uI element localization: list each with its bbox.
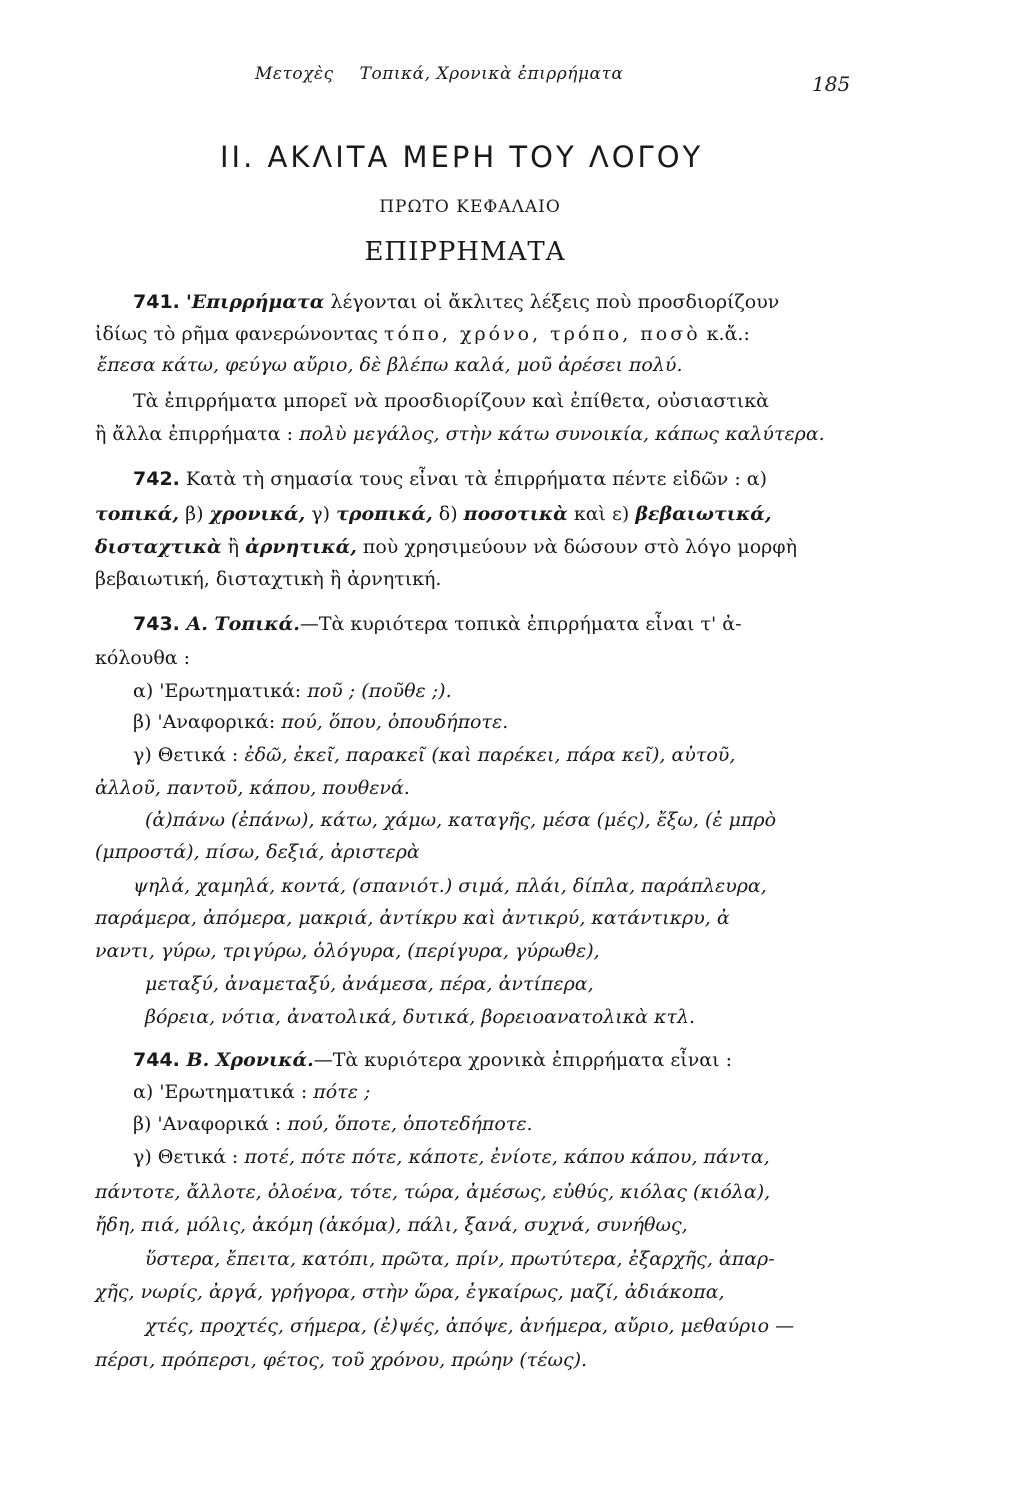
para-743-line-c6: παράμερα, ἀπόμερα, μακριά, ἀντίκρυ καὶ ἀντικρύ, κατάντικρυ, ἀ	[95, 907, 730, 929]
para-743-line-1: 743. Α. Τοπικά.—Τὰ κυριότερα τοπικὰ ἐπιρρήματα εἶναι τ' ἀ-	[133, 613, 742, 635]
para-741-line-2: ἰδίως τὸ ρῆμα φανερώνοντας τόπο, χρόνο, τρόπο, ποσὸ κ.ἄ.:	[95, 323, 750, 345]
running-head-right: Τοπικά, Χρονικὰ ἐπιρρήματα	[359, 64, 624, 84]
para-743-line-c9: βόρεια, νότια, ἀνατολικά, δυτικά, βορειοανατολικὰ κτλ.	[145, 1006, 696, 1028]
para-744-line-c3: ἤδη, πιά, μόλις, ἀκόμη (ἀκόμα), πάλι, ξανά, συχνά, συνήθως,	[95, 1214, 688, 1236]
para-743-line-c3: (ἀ)πάνω (ἐπάνω), κάτω, χάμω, καταγῆς, μέσα (μές), ἔξω, (ἐ μπρὸ	[145, 809, 777, 831]
para-743-item-b: β) 'Αναφορικά: πού, ὅπου, ὁπουδήποτε.	[133, 711, 509, 733]
para-741-line-3: ἔπεσα κάτω, φεύγω αὔριο, δὲ βλέπω καλά, μοῦ ἀρέσει πολύ.	[97, 354, 683, 376]
para-744-item-a: α) 'Ερωτηματικά : πότε ;	[133, 1081, 371, 1103]
running-head	[255, 64, 623, 84]
para-744-line-c7: πέρσι, πρόπερσι, φέτος, τοῦ χρόνου, πρώην (τέως).	[95, 1349, 588, 1371]
section-title: ΕΠΙΡΡΗΜΑΤΑ	[364, 237, 566, 267]
para-742-line-4: βεβαιωτική, δισταχτικὴ ἢ ἀρνητική.	[95, 568, 442, 590]
para-742-line-3: δισταχτικὰ ἢ ἀρνητικά, ποὺ χρησιμεύουν νὰ δώσουν στὸ λόγο μορφὴ	[95, 536, 797, 558]
running-head-left: Μετοχὲς	[255, 64, 334, 84]
para-744-line-c4: ὕστερα, ἔπειτα, κατόπι, πρῶτα, πρίν, πρωτύτερα, ἐξαρχῆς, ἀπαρ-	[145, 1248, 775, 1270]
chapter-title: ΠΡΩΤΟ ΚΕΦΑΛΑΙΟ	[379, 197, 561, 217]
para-741-line-1: 741. 'Επιρρήματα λέγονται οἱ ἄκλιτες λέξεις ποὺ προσδιορίζουν	[133, 291, 780, 313]
para-744-item-c: γ) Θετικά : ποτέ, πότε πότε, κάποτε, ἐνίοτε, κάπου κάπου, πάντα,	[133, 1146, 770, 1168]
para-742-line-1: 742. Κατὰ τὴ σημασία τους εἶναι τὰ ἐπιρρήματα πέντε εἰδῶν : α)	[133, 468, 768, 490]
para-741-line-4: Τὰ ἐπιρρήματα μπορεῖ νὰ προσδιορίζουν καὶ ἐπίθετα, οὐσιαστικὰ	[133, 390, 769, 412]
para-743-item-c: γ) Θετικά : ἐδῶ, ἐκεῖ, παρακεῖ (καὶ παρέκει, πάρα κεῖ), αὐτοῦ,	[133, 744, 736, 766]
para-743-line-2: κόλουθα :	[95, 647, 191, 669]
para-742-line-2: τοπικά, β) χρονικά, γ) τροπικά, δ) ποσοτικὰ καὶ ε) βεβαιωτικά,	[95, 503, 772, 525]
para-744-line-1: 744. Β. Χρονικά.—Τὰ κυριότερα χρονικὰ ἐπιρρήματα εἶναι :	[133, 1049, 732, 1071]
para-744-line-c6: χτές, προχτές, σήμερα, (ἐ)ψές, ἀπόψε, ἀνήμερα, αὔριο, μεθαύριο —	[145, 1315, 795, 1337]
para-741-line-5: ἢ ἄλλα ἐπιρρήματα : πολὺ μεγάλος, στὴν κάτω συνοικία, κάπως καλύτερα.	[95, 423, 825, 445]
para-744-item-b: β) 'Αναφορικά : πού, ὅποτε, ὁποτεδήποτε.	[133, 1113, 533, 1135]
para-743-line-c5: ψηλά, χαμηλά, κοντά, (σπανιότ.) σιμά, πλάι, δίπλα, παράπλευρα,	[133, 875, 767, 897]
page-number: 185	[812, 72, 851, 96]
part-title: ΙΙ. ΑΚΛΙΤΑ ΜΕΡΗ ΤΟΥ ΛΟΓΟΥ	[220, 140, 704, 174]
para-744-line-c2: πάντοτε, ἄλλοτε, ὁλοένα, τότε, τώρα, ἀμέσως, εὐθύς, κιόλας (κιόλα),	[95, 1181, 771, 1203]
para-743-item-a: α) 'Ερωτηματικά: ποῦ ; (ποῦθε ;).	[133, 680, 452, 702]
para-743-line-c2: ἀλλοῦ, παντοῦ, κάπου, πουθενά.	[95, 777, 410, 799]
para-743-line-c4: (μπροστά), πίσω, δεξιά, ἀριστερὰ	[95, 841, 420, 863]
para-743-line-c8: μεταξύ, ἀναμεταξύ, ἀνάμεσα, πέρα, ἀντίπερα,	[145, 973, 594, 995]
para-743-line-c7: ναντι, γύρω, τριγύρω, ὁλόγυρα, (περίγυρα, γύρωθε),	[95, 940, 600, 962]
para-744-line-c5: χῆς, νωρίς, ἀργά, γρήγορα, στὴν ὥρα, ἐγκαίρως, μαζί, ἀδιάκοπα,	[95, 1281, 725, 1303]
